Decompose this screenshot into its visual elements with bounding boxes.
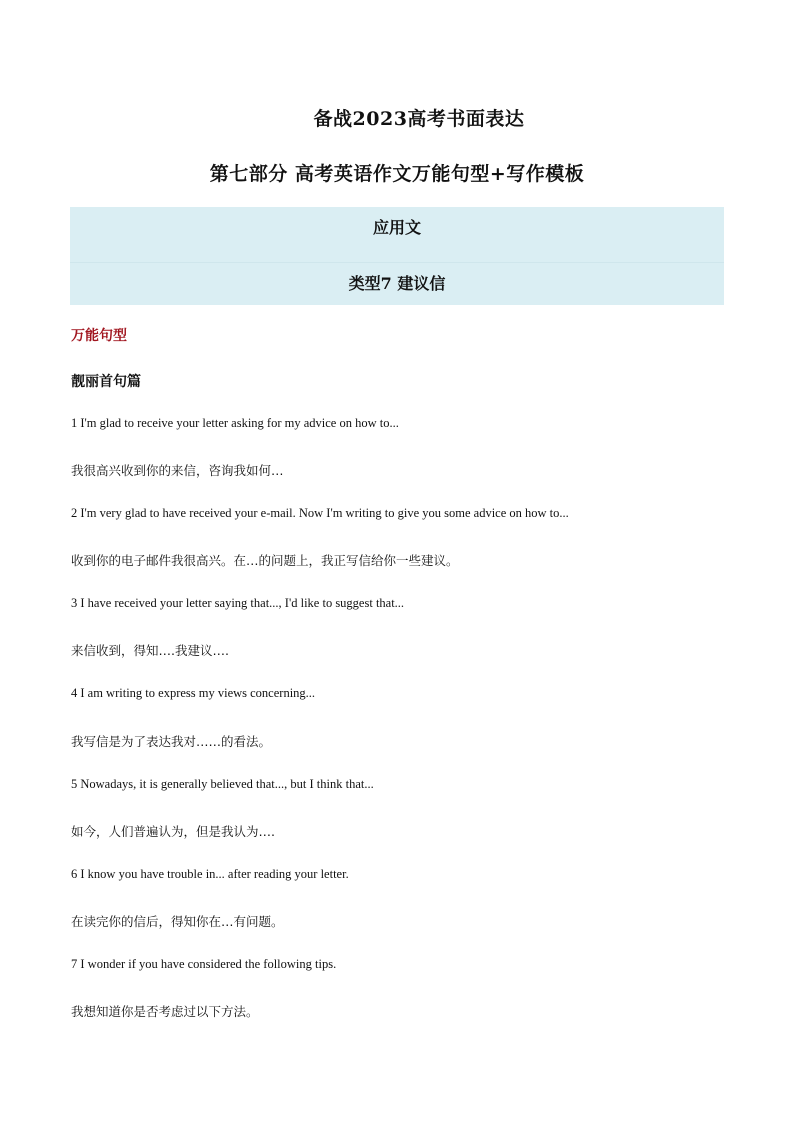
category-banner: 应用文 xyxy=(70,207,724,262)
sentence-zh-5: 如今，人们普遍认为，但是我认为…. xyxy=(71,824,275,839)
section-subheading: 靓丽首句篇 xyxy=(71,374,141,390)
sentence-en-7: 7 I wonder if you have considered the following tips. xyxy=(71,957,337,971)
sentence-en-1: 1 I'm glad to receive your letter asking for my advice on how to... xyxy=(71,416,399,430)
section-heading: 万能句型 xyxy=(71,328,127,344)
sentence-en-5: 5 Nowadays, it is generally believed that..., but I think that... xyxy=(71,777,374,791)
sentence-zh-3: 来信收到，得知….我建议…. xyxy=(71,643,229,658)
sentence-zh-6: 在读完你的信后，得知你在…有问题。 xyxy=(71,914,284,929)
sentence-zh-7: 我想知道你是否考虑过以下方法。 xyxy=(71,1004,259,1019)
sentence-zh-4: 我写信是为了表达我对……的看法。 xyxy=(71,734,272,749)
document-title: 备战2023高考书面表达 xyxy=(313,108,525,130)
type-banner: 类型7 建议信 xyxy=(70,262,724,305)
sentence-en-2: 2 I'm very glad to have received your e-mail. Now I'm writing to give you some advice on how to... xyxy=(71,506,569,520)
sentence-en-4: 4 I am writing to express my views concerning... xyxy=(71,686,316,700)
document-subtitle: 第七部分 高考英语作文万能句型+写作模板 xyxy=(209,163,585,185)
sentence-zh-1: 我很高兴收到你的来信，咨询我如何… xyxy=(71,463,284,478)
sentence-en-3: 3 I have received your letter saying that..., I'd like to suggest that... xyxy=(71,596,405,610)
sentence-en-6: 6 I know you have trouble in... after reading your letter. xyxy=(71,867,349,881)
sentence-zh-2: 收到你的电子邮件我很高兴。在…的问题上，我正写信给你一些建议。 xyxy=(71,553,459,568)
